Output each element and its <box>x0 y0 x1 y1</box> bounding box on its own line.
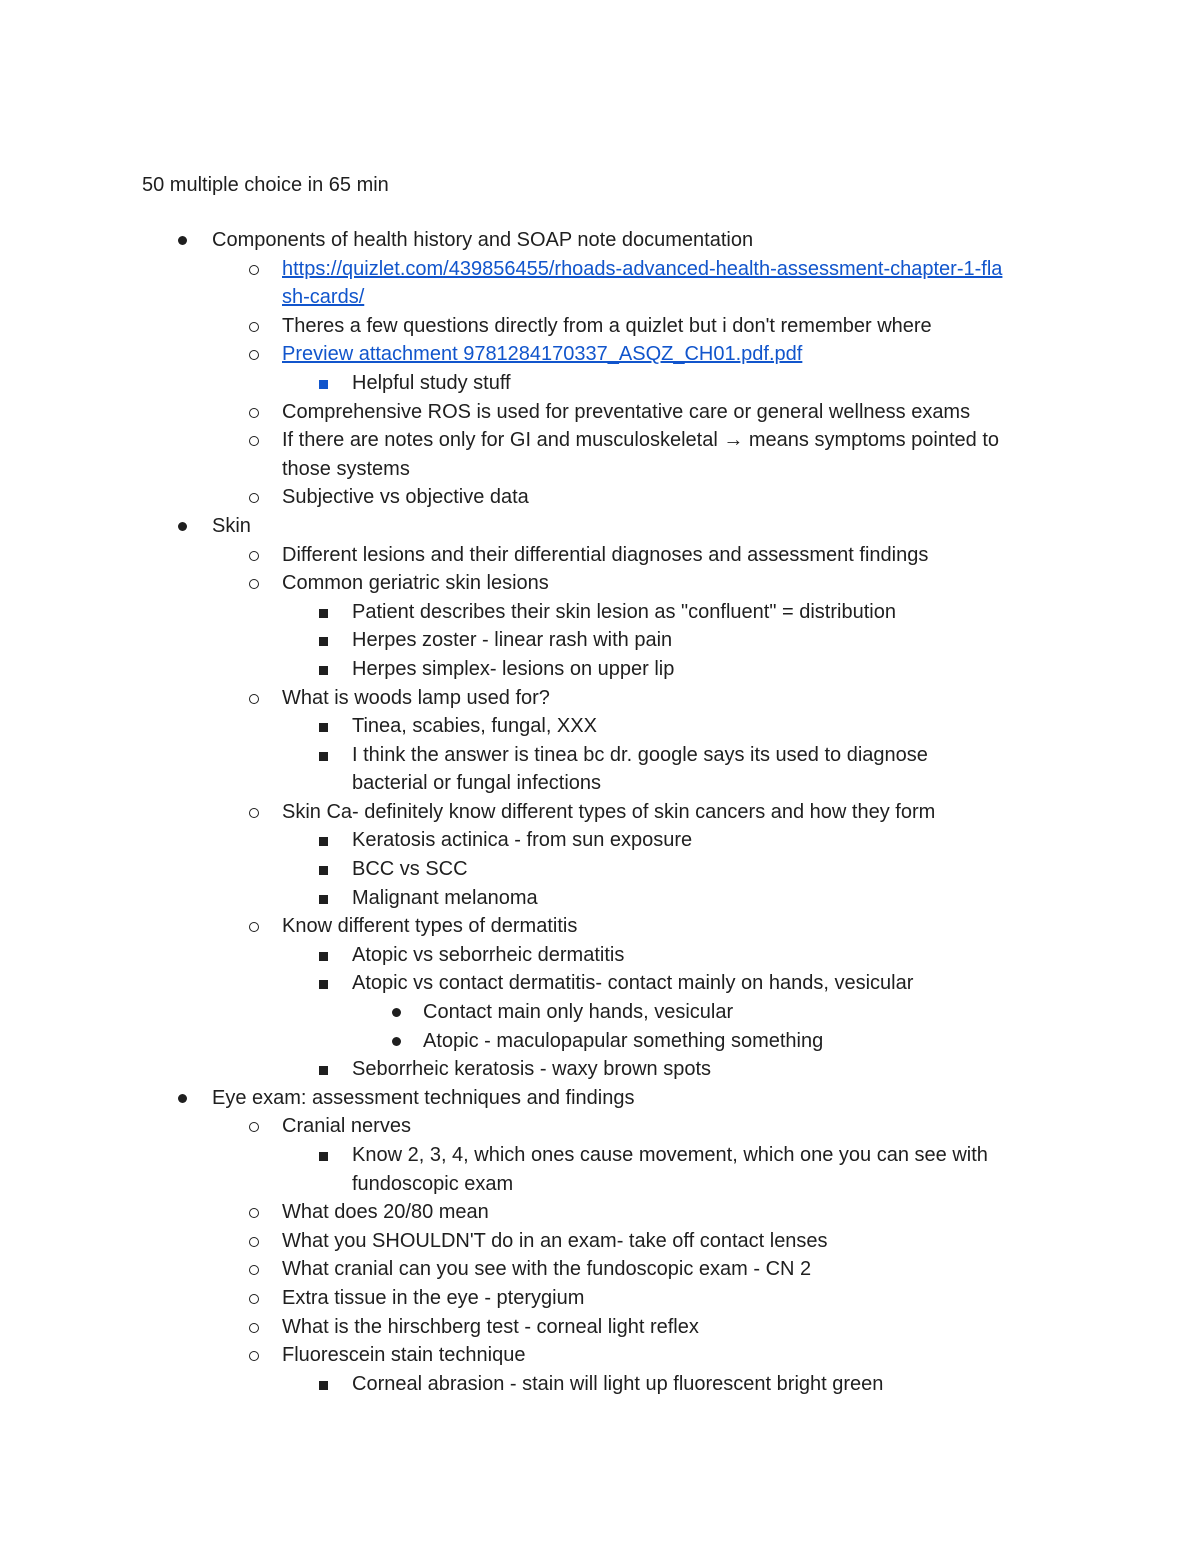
list-item <box>0 741 1200 770</box>
hollow-circle-bullet-icon <box>249 922 259 932</box>
square-bullet-icon <box>319 1381 328 1390</box>
hollow-circle-bullet-icon <box>249 408 259 418</box>
list-item <box>0 1084 1200 1113</box>
square-bullet-icon <box>319 752 328 761</box>
list-item <box>0 1313 1200 1342</box>
item-text: Atopic vs contact dermatitis- contact mainly on hands, vesicular <box>352 972 914 995</box>
list-item <box>0 512 1200 541</box>
item-text: Skin <box>212 514 251 537</box>
list-item <box>0 426 1200 455</box>
list-item <box>0 1284 1200 1313</box>
list-item <box>0 1341 1200 1370</box>
list-item <box>0 1112 1200 1141</box>
item-text: Atopic vs seborrheic dermatitis <box>352 943 625 966</box>
item-text: Fluorescein stain technique <box>282 1344 526 1367</box>
list-item <box>0 712 1200 741</box>
item-text: What is woods lamp used for? <box>282 686 550 709</box>
item-text: Extra tissue in the eye - pterygium <box>282 1286 585 1309</box>
item-text: Common geriatric skin lesions <box>282 572 549 595</box>
item-text: those systems <box>282 457 410 480</box>
filled-bullet-icon <box>392 1008 401 1017</box>
link-text[interactable]: Preview attachment 9781284170337_ASQZ_CH01.pdf.pdf <box>282 343 803 366</box>
item-text: If there are notes only for GI and musculoskeletal → means symptoms pointed to <box>282 429 1000 452</box>
outline-list <box>0 226 1200 1398</box>
item-text: Know 2, 3, 4, which ones cause movement, which one you can see with <box>352 1144 988 1166</box>
hollow-circle-bullet-icon <box>249 1122 259 1132</box>
square-bullet-icon <box>319 380 328 389</box>
item-text: Comprehensive ROS is used for preventative care or general wellness exams <box>282 400 971 423</box>
item-text: Atopic - maculopapular something something <box>423 1029 824 1052</box>
item-text: What cranial can you see with the fundoscopic exam - CN 2 <box>282 1258 812 1281</box>
item-text: Know different types of dermatitis <box>282 915 578 938</box>
filled-bullet-icon <box>178 236 187 245</box>
list-item <box>0 1370 1200 1399</box>
item-text: Herpes zoster - linear rash with pain <box>352 629 673 652</box>
square-bullet-icon <box>319 837 328 846</box>
square-bullet-icon <box>319 952 328 961</box>
hollow-circle-bullet-icon <box>249 322 259 332</box>
item-text: What does 20/80 mean <box>282 1201 489 1224</box>
list-item <box>0 1027 1200 1056</box>
list-item <box>0 255 1200 284</box>
link-text[interactable]: https://quizlet.com/439856455/rhoads-advanced-health-assessment-chapter-1-fla <box>282 257 1003 280</box>
square-bullet-icon <box>319 609 328 618</box>
item-text: Tinea, scabies, fungal, XXX <box>352 715 597 738</box>
item-text: Helpful study stuff <box>352 371 511 394</box>
list-item <box>0 1198 1200 1227</box>
item-text: Subjective vs objective data <box>282 486 529 509</box>
square-bullet-icon <box>319 980 328 989</box>
list-item <box>0 684 1200 713</box>
intro-line: 50 multiple choice in 65 min <box>142 174 389 196</box>
hollow-circle-bullet-icon <box>249 694 259 704</box>
hollow-circle-bullet-icon <box>249 551 259 561</box>
item-text: Keratosis actinica - from sun exposure <box>352 829 693 852</box>
square-bullet-icon <box>319 1066 328 1075</box>
item-text: Contact main only hands, vesicular <box>423 1001 734 1024</box>
square-bullet-icon <box>319 723 328 732</box>
list-item <box>0 598 1200 627</box>
filled-bullet-icon <box>178 1094 187 1103</box>
list-item <box>0 912 1200 941</box>
filled-bullet-icon <box>178 522 187 531</box>
hollow-circle-bullet-icon <box>249 1351 259 1361</box>
item-text: Seborrheic keratosis - waxy brown spots <box>352 1058 712 1081</box>
link-text[interactable]: sh-cards/ <box>282 286 365 309</box>
hollow-circle-bullet-icon <box>249 350 259 360</box>
item-text: Malignant melanoma <box>352 886 538 909</box>
list-item <box>0 969 1200 998</box>
square-bullet-icon <box>319 666 328 675</box>
square-bullet-icon <box>319 637 328 646</box>
hollow-circle-bullet-icon <box>249 1294 259 1304</box>
list-item <box>0 369 1200 398</box>
item-text: bacterial or fungal infections <box>352 772 602 795</box>
hollow-circle-bullet-icon <box>249 1265 259 1275</box>
hollow-circle-bullet-icon <box>249 808 259 818</box>
list-item <box>0 483 1200 512</box>
item-text: Components of health history and SOAP note documentation <box>212 229 754 251</box>
list-item-continuation <box>0 283 1200 312</box>
item-text: What you SHOULDN'T do in an exam- take off contact lenses <box>282 1229 828 1252</box>
item-text: Patient describes their skin lesion as "confluent" = distribution <box>352 600 896 623</box>
item-text: Herpes simplex- lesions on upper lip <box>352 657 675 680</box>
list-item <box>0 798 1200 827</box>
list-item-continuation <box>0 455 1200 484</box>
filled-bullet-icon <box>392 1037 401 1046</box>
hollow-circle-bullet-icon <box>249 1323 259 1333</box>
item-text: Corneal abrasion - stain will light up fluorescent bright green <box>352 1372 884 1395</box>
list-item <box>0 340 1200 369</box>
list-item <box>0 541 1200 570</box>
hollow-circle-bullet-icon <box>249 436 259 446</box>
list-item <box>0 626 1200 655</box>
list-item <box>0 1141 1200 1170</box>
square-bullet-icon <box>319 866 328 875</box>
item-text: fundoscopic exam <box>352 1172 514 1195</box>
item-text: Different lesions and their differential diagnoses and assessment findings <box>282 543 929 566</box>
hollow-circle-bullet-icon <box>249 1208 259 1218</box>
item-text: BCC vs SCC <box>352 858 468 881</box>
list-item <box>0 826 1200 855</box>
list-item <box>0 655 1200 684</box>
item-text: What is the hirschberg test - corneal light reflex <box>282 1315 699 1338</box>
square-bullet-icon <box>319 895 328 904</box>
list-item-continuation <box>0 1170 1200 1199</box>
list-item <box>0 884 1200 913</box>
item-text: Skin Ca- definitely know different types of skin cancers and how they form <box>282 800 936 823</box>
item-text: Eye exam: assessment techniques and findings <box>212 1086 635 1109</box>
list-item <box>0 855 1200 884</box>
item-text: I think the answer is tinea bc dr. google says its used to diagnose <box>352 743 928 766</box>
list-item <box>0 312 1200 341</box>
hollow-circle-bullet-icon <box>249 579 259 589</box>
square-bullet-icon <box>319 1152 328 1161</box>
item-text: Cranial nerves <box>282 1115 411 1138</box>
list-item <box>0 569 1200 598</box>
hollow-circle-bullet-icon <box>249 493 259 503</box>
list-item <box>0 998 1200 1027</box>
list-item <box>0 226 1200 255</box>
list-item <box>0 941 1200 970</box>
list-item <box>0 1055 1200 1084</box>
list-item <box>0 1227 1200 1256</box>
hollow-circle-bullet-icon <box>249 1237 259 1247</box>
list-item-continuation <box>0 769 1200 798</box>
item-text: Theres a few questions directly from a quizlet but i don't remember where <box>282 314 932 337</box>
hollow-circle-bullet-icon <box>249 265 259 275</box>
list-item <box>0 398 1200 427</box>
list-item <box>0 1255 1200 1284</box>
